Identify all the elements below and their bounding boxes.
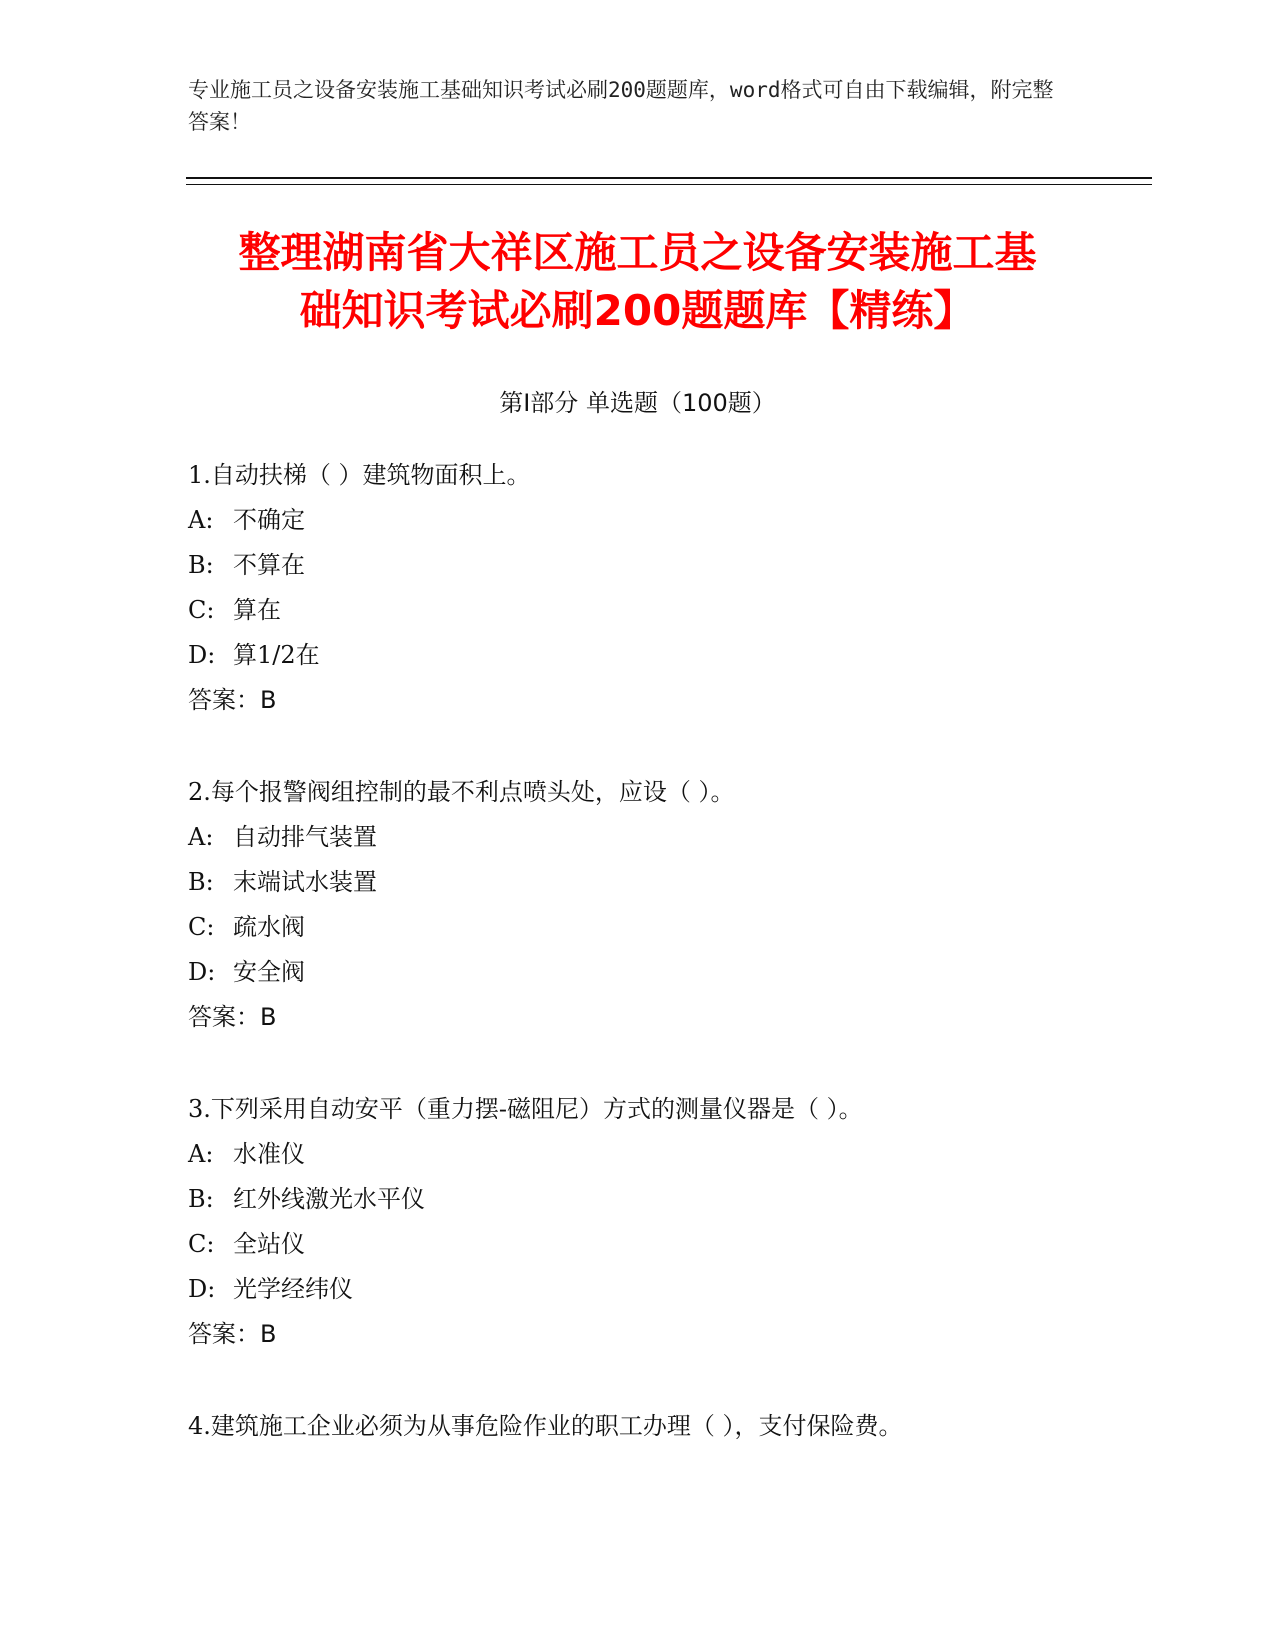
option-letter: A: (188, 1140, 214, 1168)
option-text: 末端试水装置 (233, 868, 377, 896)
option-letter: D: (188, 1275, 216, 1303)
option-letter: D: (188, 641, 216, 669)
option-text: 疏水阀 (233, 913, 305, 941)
header-rule-top (186, 177, 1152, 179)
option-text: 红外线激光水平仪 (233, 1185, 425, 1213)
option-b (188, 543, 1188, 588)
option-text: 水准仪 (233, 1140, 305, 1168)
option-letter: B: (188, 551, 214, 579)
option-c (188, 1222, 1188, 1267)
option-letter: C: (188, 596, 215, 624)
option-b (188, 1177, 1188, 1222)
answer-line: 答案：B (188, 686, 277, 714)
option-a (188, 815, 1188, 860)
option-c (188, 905, 1188, 950)
option-text: 安全阀 (233, 958, 305, 986)
document-title-line-1: 整理湖南省大祥区施工员之设备安装施工基 (238, 228, 1037, 277)
option-d (188, 633, 1188, 678)
question-4 (188, 1404, 1188, 1449)
question-2 (188, 770, 1188, 1040)
option-text: 不确定 (233, 506, 305, 534)
option-text: 不算在 (233, 551, 305, 579)
document-title (0, 224, 1275, 340)
option-text: 光学经纬仪 (233, 1275, 353, 1303)
option-a (188, 1132, 1188, 1177)
option-c (188, 588, 1188, 633)
answer-line: 答案：B (188, 1003, 277, 1031)
option-letter: C: (188, 1230, 215, 1258)
option-text: 全站仪 (233, 1230, 305, 1258)
option-text: 算在 (233, 596, 281, 624)
option-text: 算1/2在 (233, 641, 320, 669)
question-stem: 1.自动扶梯（ ）建筑物面积上。 (188, 461, 531, 489)
option-letter: C: (188, 913, 215, 941)
option-d (188, 950, 1188, 995)
option-letter: B: (188, 868, 214, 896)
question-stem: 3.下列采用自动安平（重力摆-磁阻尼）方式的测量仪器是（ ）。 (188, 1095, 863, 1123)
option-d (188, 1267, 1188, 1312)
option-b (188, 860, 1188, 905)
option-text: 自动排气装置 (233, 823, 377, 851)
question-3 (188, 1087, 1188, 1357)
question-1 (188, 453, 1188, 723)
section-heading: 第I部分 单选题（100题） (499, 389, 776, 417)
option-a (188, 498, 1188, 543)
option-letter: A: (188, 506, 214, 534)
option-letter: A: (188, 823, 214, 851)
question-stem: 2.每个报警阀组控制的最不利点喷头处，应设（ ）。 (188, 778, 735, 806)
option-letter: D: (188, 958, 216, 986)
header-rule-bottom (186, 184, 1152, 185)
header-note: 专业施工员之设备安装施工基础知识考试必刷200题题库，word格式可自由下载编辑，附完整答案！ (188, 78, 1054, 134)
question-stem: 4.建筑施工企业必须为从事危险作业的职工办理（ ），支付保险费。 (188, 1412, 903, 1440)
option-letter: B: (188, 1185, 214, 1213)
answer-line: 答案：B (188, 1320, 277, 1348)
document-title-line-2: 础知识考试必刷200题题库【精练】 (299, 286, 976, 335)
